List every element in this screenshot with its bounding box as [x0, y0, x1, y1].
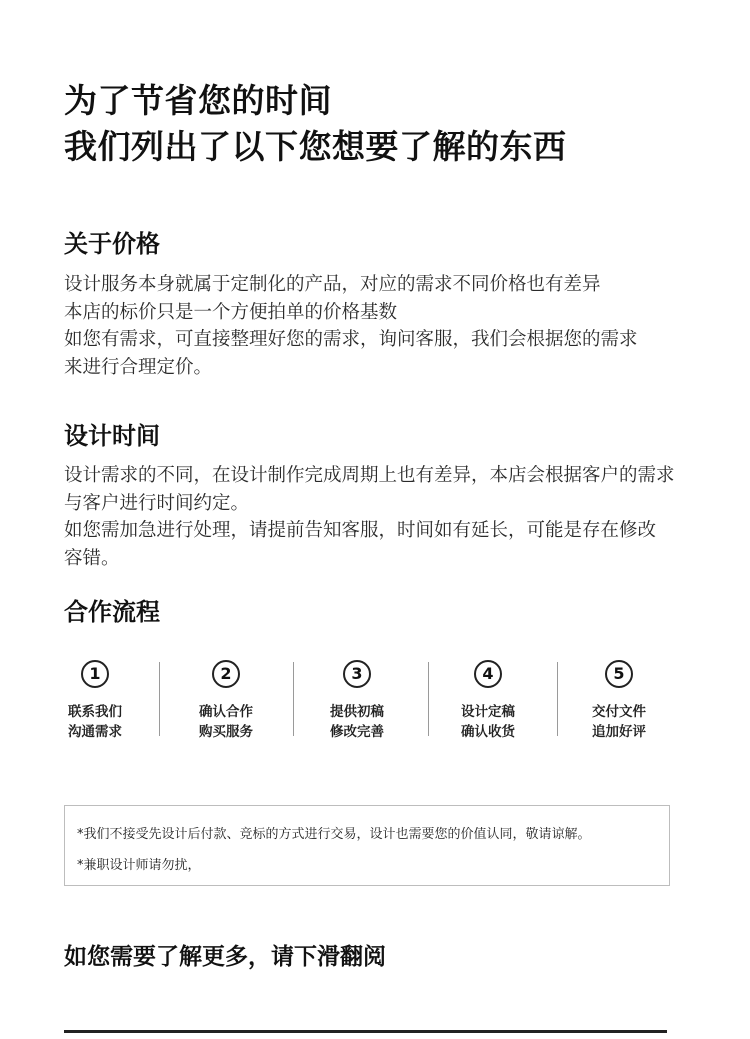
step-sublabel: 确认收货 — [461, 724, 515, 740]
step-label: 联系我们 — [68, 704, 122, 720]
notice-box — [64, 805, 670, 886]
step-label: 交付文件 — [592, 704, 646, 720]
step-number-badge: 1 — [81, 660, 109, 688]
scroll-more-heading: 如您需要了解更多，请下滑翻阅 — [64, 944, 386, 970]
step-number-badge: 3 — [343, 660, 371, 688]
design-time-section-body — [64, 462, 675, 572]
process-section-title: 合作流程 — [64, 598, 160, 626]
design-time-section-title: 设计时间 — [64, 422, 160, 450]
process-steps — [30, 660, 720, 746]
price-section-title: 关于价格 — [64, 230, 160, 258]
design-time-line: 如您需加急进行处理，请提前告知客服，时间如有延长，可能是存在修改 — [64, 520, 657, 541]
step-label: 设计定稿 — [461, 704, 515, 720]
step-sublabel: 修改完善 — [330, 724, 384, 740]
process-step-4 — [423, 660, 553, 742]
process-step-3 — [292, 660, 422, 742]
bottom-divider — [64, 1030, 667, 1033]
price-line: 来进行合理定价。 — [64, 356, 213, 378]
design-time-line: 设计需求的不同，在设计制作完成周期上也有差异，本店会根据客户的需求 — [64, 465, 675, 486]
design-time-line: 容错。 — [64, 547, 120, 569]
price-section-body — [64, 271, 638, 381]
price-line: 设计服务本身就属于定制化的产品，对应的需求不同价格也有差异 — [64, 274, 601, 295]
step-number-badge: 5 — [605, 660, 633, 688]
step-sublabel: 购买服务 — [199, 724, 253, 740]
design-time-line: 与客户进行时间约定。 — [64, 492, 250, 514]
notice-line: *兼职设计师请勿扰， — [77, 858, 201, 873]
price-line: 本店的标价只是一个方便拍单的价格基数 — [64, 301, 398, 323]
notice-line: *我们不接受先设计后付款、竞标的方式进行交易，设计也需要您的价值认同，敬请谅解。 — [77, 827, 591, 842]
step-number-badge: 2 — [212, 660, 240, 688]
step-number-badge: 4 — [474, 660, 502, 688]
page-headline — [64, 78, 567, 170]
process-step-1 — [30, 660, 160, 742]
step-sublabel: 追加好评 — [592, 724, 646, 740]
price-line: 如您有需求，可直接整理好您的需求，询问客服，我们会根据您的需求 — [64, 329, 638, 350]
step-sublabel: 沟通需求 — [68, 724, 122, 740]
step-label: 提供初稿 — [330, 704, 384, 720]
headline-line-2: 我们列出了以下您想要了解的东西 — [64, 127, 567, 166]
headline-line-1: 为了节省您的时间 — [64, 81, 332, 120]
process-step-5 — [554, 660, 684, 742]
step-label: 确认合作 — [199, 704, 253, 720]
step-divider — [159, 662, 160, 736]
process-step-2 — [161, 660, 291, 742]
